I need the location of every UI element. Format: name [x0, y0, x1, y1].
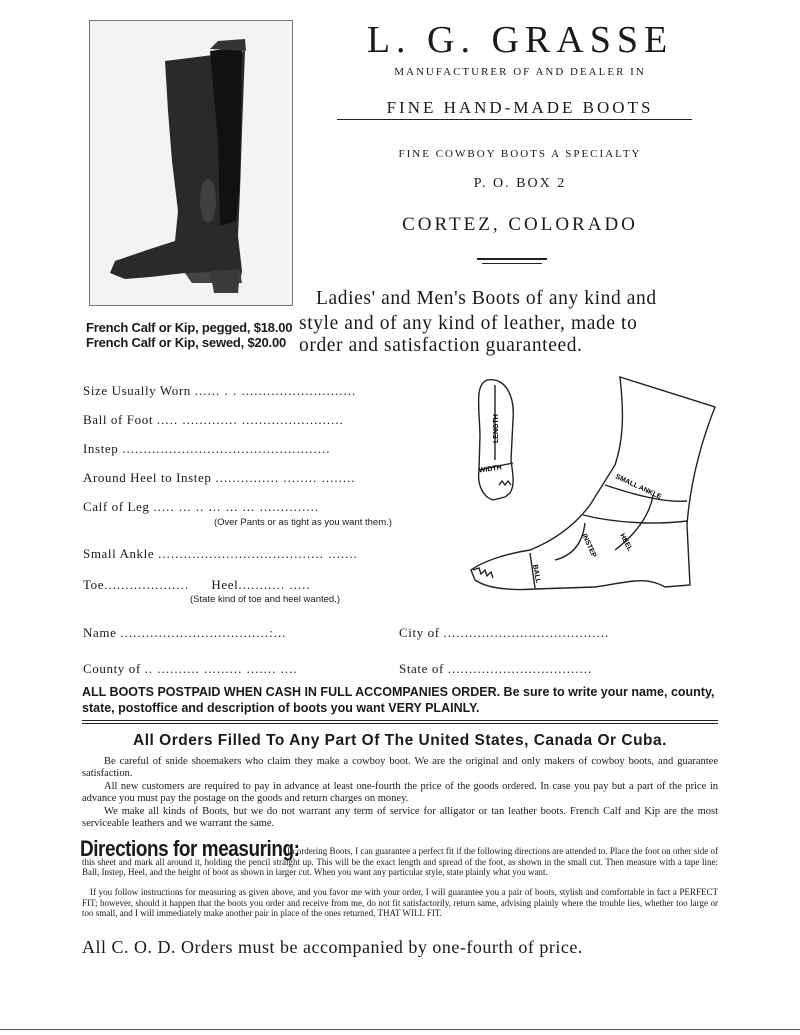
field-county-of[interactable]	[83, 661, 298, 677]
field-dots: ........... .....	[238, 577, 311, 592]
field-dots: .. .......... ......... ....... ....	[144, 661, 298, 676]
price-pegged: French Calf or Kip, pegged, $18.00	[86, 320, 293, 335]
divider	[82, 720, 718, 721]
field-small-ankle[interactable]	[83, 546, 358, 562]
field-label: Small Ankle	[83, 546, 155, 561]
label-ball: BALL	[531, 564, 542, 584]
directions-text: In ordering Boots, I can guarantee a perfect fit if the following directions are attended to. Place the foot on other side of this sheet and mark all around it, holding the pencil straight up. This will be the exact length and spread of the foot, as shown in the small cut. Then measure with a tape line: Ball, Instep, Heel, and the height of boot as shown in larger cut. When you want any particular style, state plainly what you want.	[82, 846, 718, 877]
postpaid-notice: ALL BOOTS POSTPAID WHEN CASH IN FULL ACCOMPANIES ORDER. Be sure to write your name, county, state, postoffice and description of boots you want VERY PLAINLY.	[82, 685, 715, 715]
boot-illustration	[90, 21, 292, 305]
divider	[337, 119, 692, 120]
field-label: Toe	[83, 577, 105, 592]
description-line: style and of any kind of leather, made to	[299, 313, 638, 334]
field-dots: ............... ........ ........	[215, 470, 356, 485]
product-line: FINE HAND-MADE BOOTS	[386, 98, 654, 117]
divider	[482, 263, 542, 264]
field-dots: .................................................	[122, 441, 331, 456]
field-dots: ....................................... .......	[158, 546, 358, 561]
field-label: County of	[83, 661, 141, 676]
foot-measurement-diagram	[465, 375, 725, 605]
label-length: LENGTH	[493, 414, 500, 443]
field-calf-of-leg[interactable]	[83, 499, 319, 515]
field-label: State of	[399, 661, 444, 676]
field-ball-of-foot[interactable]	[83, 412, 344, 428]
label-small-ankle: SMALL ANKLE	[614, 473, 663, 501]
po-box: P. O. BOX 2	[473, 176, 567, 191]
field-label: Size Usually Worn	[83, 383, 191, 398]
description-line: Ladies' and Men's Boots of any kind and	[316, 288, 657, 309]
field-city-of[interactable]	[399, 625, 609, 641]
field-toe-heel[interactable]	[83, 577, 311, 593]
field-dots: ...... . . ...........................	[194, 383, 357, 398]
cod-notice: All C. O. D. Orders must be accompanied by one-fourth of price.	[82, 937, 583, 957]
description-line: order and satisfaction guaranteed.	[299, 335, 583, 356]
toe-heel-note: (State kind of toe and heel wanted.)	[190, 594, 340, 605]
field-label: City of	[399, 625, 440, 640]
label-width: WIDTH	[478, 464, 503, 475]
field-label: Ball of Foot	[83, 412, 154, 427]
field-dots: ...................................:...	[120, 625, 287, 640]
field-dots: .......................................	[443, 625, 610, 640]
directions-heading: Directions for measuring:	[80, 836, 300, 861]
boot-photo	[89, 20, 293, 306]
field-size-usually-worn[interactable]	[83, 383, 356, 399]
field-dots: ..... ............. ........................	[156, 412, 344, 427]
directions-guarantee: If you follow instructions for measuring as given above, and you favor me with your order, I will guarantee you a pair of boots, stylish and comfortable in fact a PERFECT FIT; however, should it happen that the boots you order and receive from me, do not fit satisfactorily, return same, advising plainly where the trouble lies, whether too large or too small, and I will immediately make another pair in place of the ones returned, THAT WILL FIT.	[82, 887, 718, 918]
field-dots: ....................	[104, 577, 194, 592]
field-label: Instep	[83, 441, 119, 456]
field-label: Around Heel to Instep	[83, 470, 212, 485]
tagline: MANUFACTURER OF AND DEALER IN	[394, 66, 646, 78]
orders-heading: All Orders Filled To Any Part Of The United States, Canada Or Cuba.	[133, 732, 667, 749]
divider	[0, 1029, 800, 1030]
field-state-of[interactable]	[399, 661, 592, 677]
field-dots: ..................................	[447, 661, 593, 676]
field-dots: ..... ... .. ... ... ... ..............	[153, 499, 320, 514]
paragraph-snide-shoemakers: Be careful of snide shoemakers who claim they make a cowboy boot. We are the original and only makers of cowboy boots, and guarantee satisfaction.	[82, 756, 718, 779]
divider	[477, 258, 547, 260]
specialty-line: FINE COWBOY BOOTS A SPECIALTY	[398, 148, 642, 160]
city-state: CORTEZ, COLORADO	[402, 214, 638, 235]
calf-note: (Over Pants or as tight as you want them.)	[214, 517, 392, 528]
field-label: Calf of Leg	[83, 499, 150, 514]
paragraph-warranty: We make all kinds of Boots, but we do not warrant any term of service for alligator or tan leather boots. French Calf and Kip are the most serviceable leathers and we warrant the same.	[82, 806, 718, 829]
field-instep[interactable]	[83, 441, 330, 457]
price-sewed: French Calf or Kip, sewed, $20.00	[86, 335, 287, 350]
label-heel: HEEL	[618, 532, 634, 553]
paragraph-advance-payment: All new customers are required to pay in advance at least one-fourth the price of the goods ordered. In case you pay but a part of the price in advance you must pay the postage on the goods and return charges on money.	[82, 781, 718, 804]
label-instep: INSTEP	[580, 532, 598, 559]
field-name[interactable]	[83, 625, 286, 641]
field-around-heel[interactable]	[83, 470, 356, 486]
field-label: Name	[83, 625, 117, 640]
divider	[82, 723, 718, 724]
field-label: Heel	[211, 577, 239, 592]
company-name: L. G. GRASSE	[366, 19, 674, 61]
